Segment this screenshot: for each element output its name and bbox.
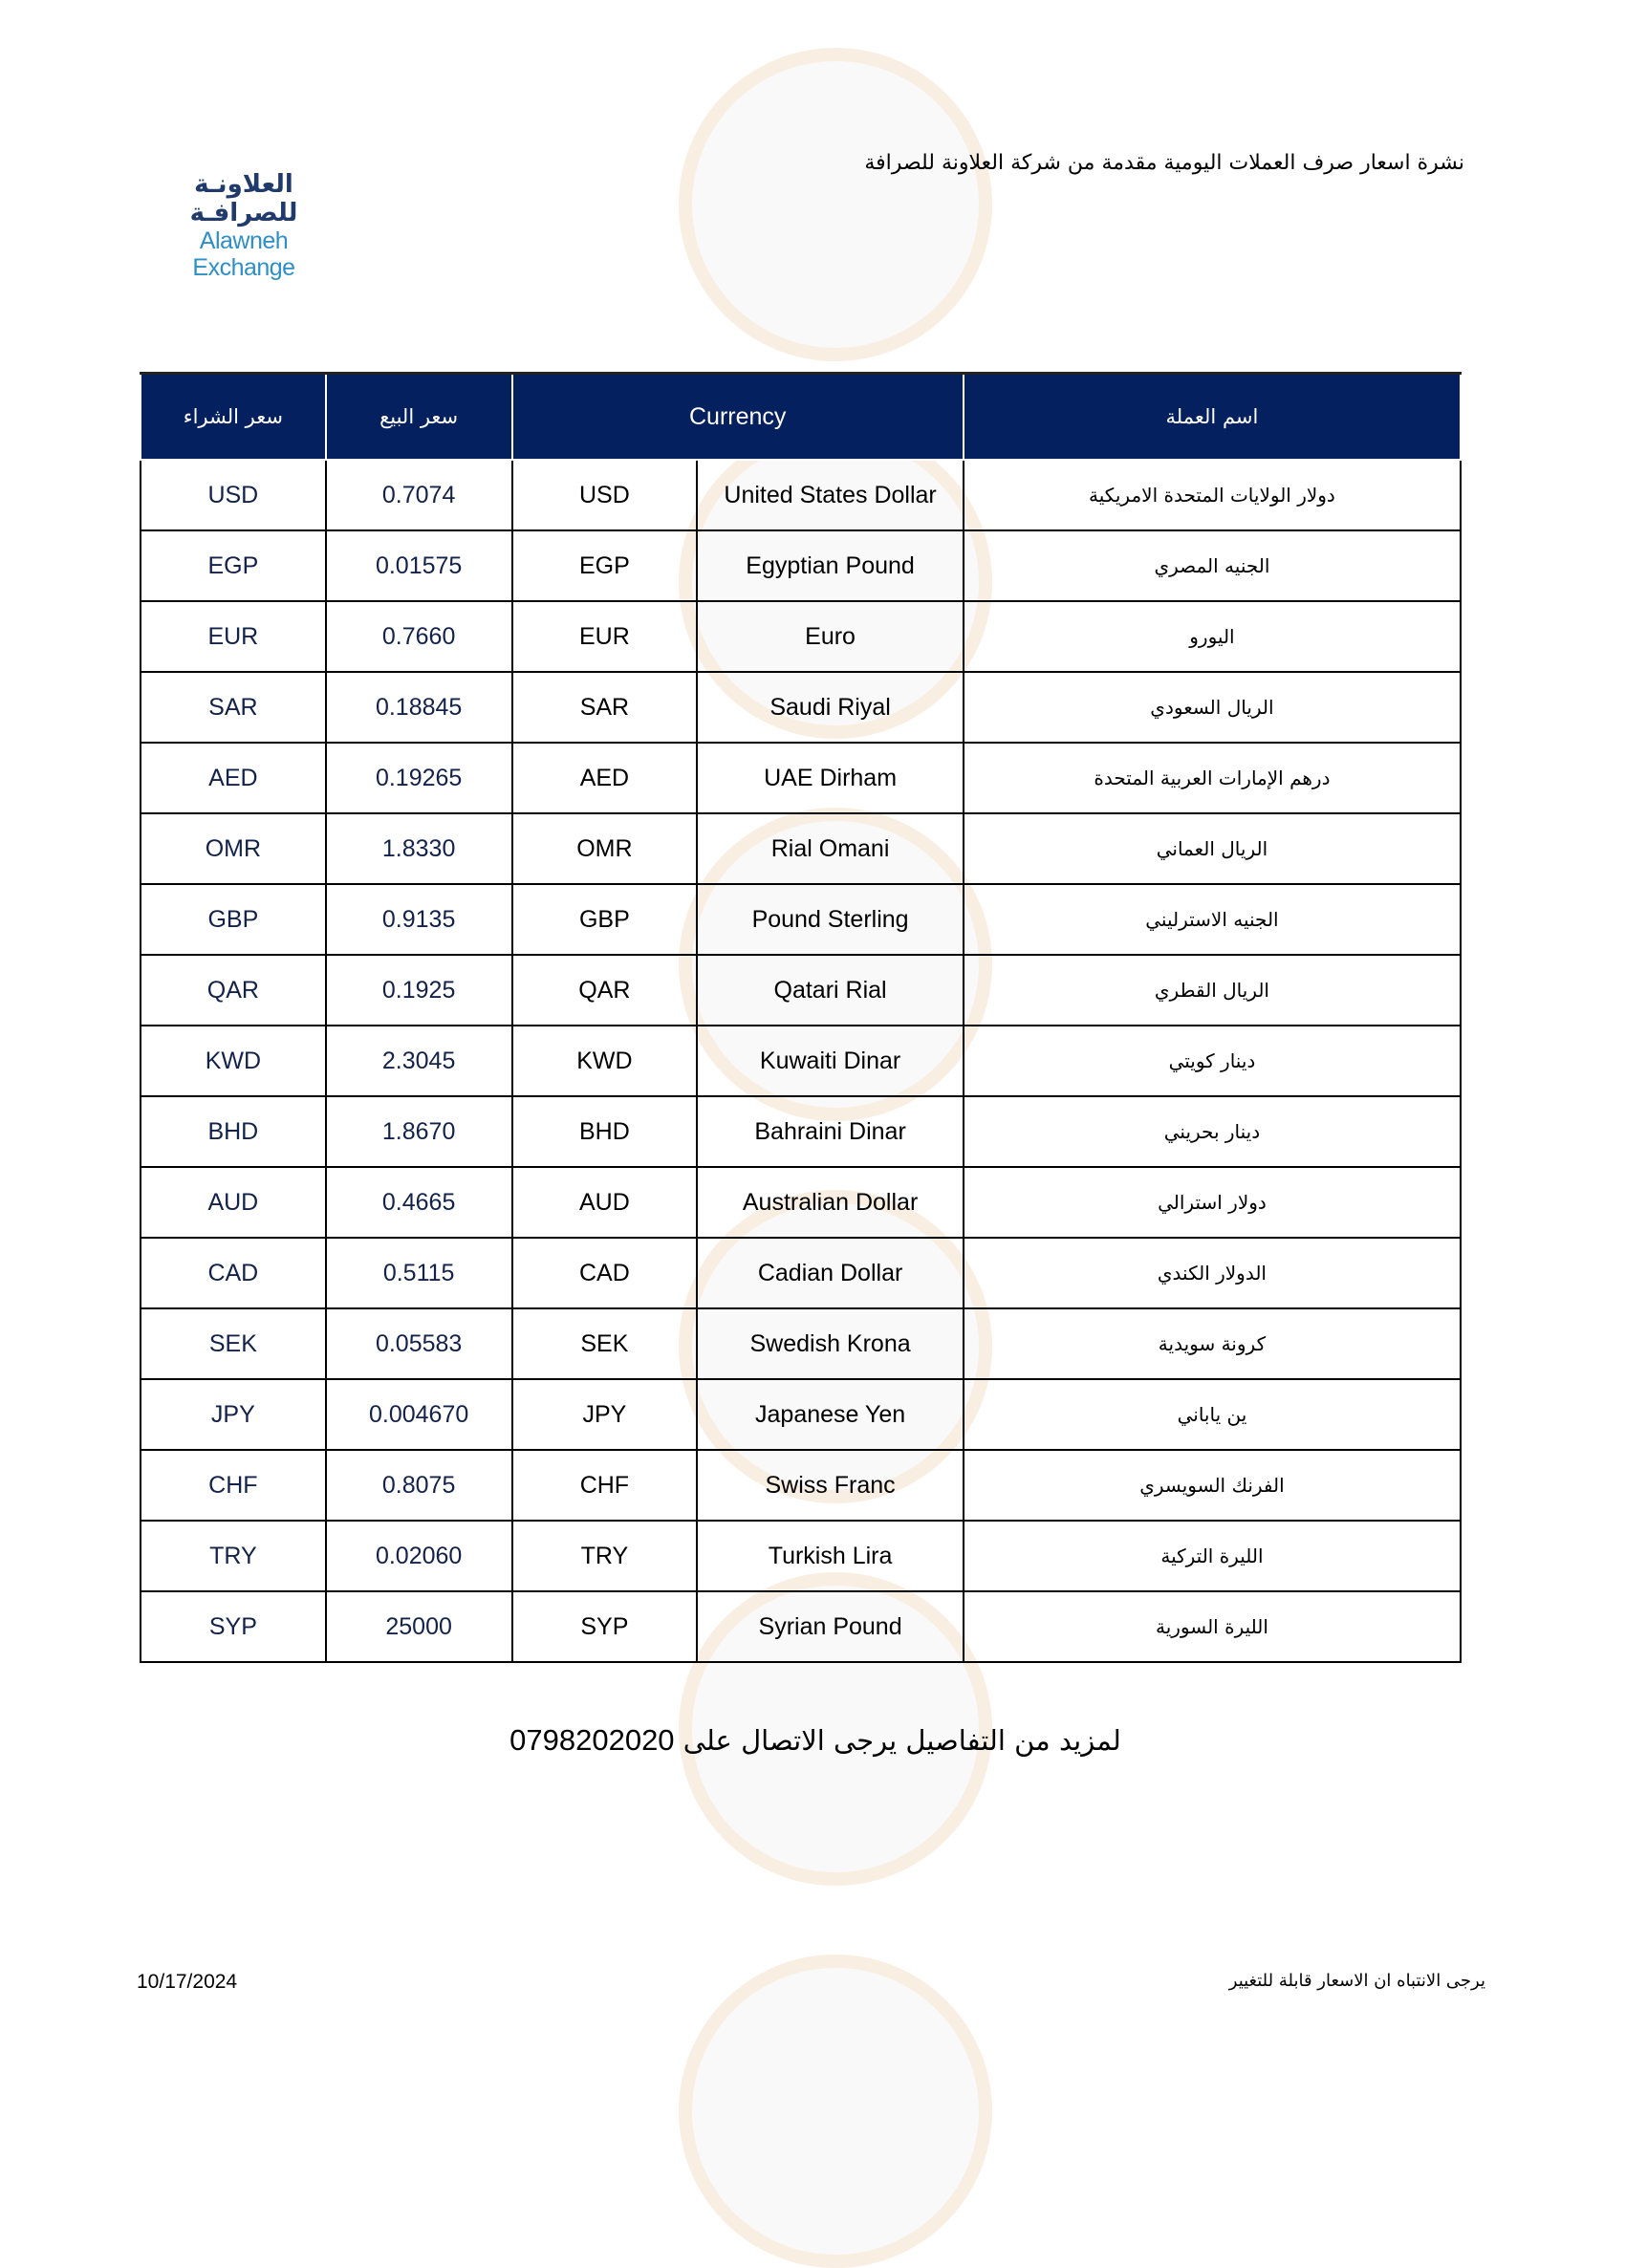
- currency-name-cell: Kuwaiti Dinar: [697, 1026, 964, 1096]
- arabic-name-cell: دولار استرالي: [964, 1167, 1461, 1238]
- table-row: [141, 1167, 1461, 1238]
- sell-rate-cell: 0.01575: [326, 530, 512, 601]
- table-row: [141, 672, 1461, 743]
- currency-name-cell: Pound Sterling: [697, 884, 964, 955]
- currency-code-cell: GBP: [512, 884, 698, 955]
- table-row: [141, 1308, 1461, 1379]
- table-row: [141, 1379, 1461, 1450]
- sell-rate-cell: 0.02060: [326, 1521, 512, 1591]
- buy-code-cell: CAD: [141, 1238, 326, 1308]
- currency-code-cell: SAR: [512, 672, 698, 743]
- currency-code-cell: BHD: [512, 1096, 698, 1167]
- currency-code-cell: TRY: [512, 1521, 698, 1591]
- currency-code-cell: JPY: [512, 1379, 698, 1450]
- sell-rate-cell: 0.1925: [326, 955, 512, 1026]
- buy-code-cell: SYP: [141, 1591, 326, 1662]
- table-row: [141, 813, 1461, 884]
- watermark-clock: [679, 48, 992, 361]
- currency-name-cell: Rial Omani: [697, 813, 964, 884]
- currency-code-cell: CAD: [512, 1238, 698, 1308]
- arabic-name-cell: الجنيه المصري: [964, 530, 1461, 601]
- arabic-name-cell: الجنيه الاسترليني: [964, 884, 1461, 955]
- currency-name-cell: Japanese Yen: [697, 1379, 964, 1450]
- currency-code-cell: QAR: [512, 955, 698, 1026]
- currency-code-cell: AUD: [512, 1167, 698, 1238]
- contact-text: لمزيد من التفاصيل يرجى الاتصال على: [682, 1724, 1121, 1757]
- sell-rate-cell: 1.8670: [326, 1096, 512, 1167]
- table-row: [141, 601, 1461, 672]
- currency-name-cell: Qatari Rial: [697, 955, 964, 1026]
- currency-name-cell: Cadian Dollar: [697, 1238, 964, 1308]
- currency-code-cell: SEK: [512, 1308, 698, 1379]
- currency-name-cell: UAE Dirham: [697, 743, 964, 813]
- arabic-name-cell: الليرة التركية: [964, 1521, 1461, 1591]
- header-sell: سعر البيع: [326, 374, 512, 461]
- buy-code-cell: USD: [141, 460, 326, 530]
- currency-name-cell: Saudi Riyal: [697, 672, 964, 743]
- header-currency: Currency: [512, 374, 964, 461]
- currency-name-cell: Swedish Krona: [697, 1308, 964, 1379]
- arabic-name-cell: الليرة السورية: [964, 1591, 1461, 1662]
- sell-rate-cell: 25000: [326, 1591, 512, 1662]
- arabic-name-cell: اليورو: [964, 601, 1461, 672]
- company-logo: [148, 170, 339, 281]
- sell-rate-cell: 0.004670: [326, 1379, 512, 1450]
- currency-name-cell: Swiss Franc: [697, 1450, 964, 1521]
- currency-code-cell: USD: [512, 460, 698, 530]
- currency-code-cell: AED: [512, 743, 698, 813]
- sell-rate-cell: 2.3045: [326, 1026, 512, 1096]
- sell-rate-cell: 0.9135: [326, 884, 512, 955]
- arabic-name-cell: الريال العماني: [964, 813, 1461, 884]
- currency-name-cell: Egyptian Pound: [697, 530, 964, 601]
- header-buy: سعر الشراء: [141, 374, 326, 461]
- currency-name-cell: United States Dollar: [697, 460, 964, 530]
- buy-code-cell: CHF: [141, 1450, 326, 1521]
- table-row: [141, 1591, 1461, 1662]
- buy-code-cell: SAR: [141, 672, 326, 743]
- watermark-clock: [679, 1955, 992, 2268]
- table-row: [141, 1096, 1461, 1167]
- table-header-row: [141, 374, 1461, 461]
- sell-rate-cell: 1.8330: [326, 813, 512, 884]
- buy-code-cell: AED: [141, 743, 326, 813]
- buy-code-cell: OMR: [141, 813, 326, 884]
- arabic-name-cell: الريال السعودي: [964, 672, 1461, 743]
- table-row: [141, 884, 1461, 955]
- buy-code-cell: KWD: [141, 1026, 326, 1096]
- sell-rate-cell: 0.7074: [326, 460, 512, 530]
- currency-code-cell: EUR: [512, 601, 698, 672]
- sell-rate-cell: 0.4665: [326, 1167, 512, 1238]
- arabic-name-cell: الدولار الكندي: [964, 1238, 1461, 1308]
- table-row: [141, 460, 1461, 530]
- buy-code-cell: JPY: [141, 1379, 326, 1450]
- arabic-name-cell: درهم الإمارات العربية المتحدة: [964, 743, 1461, 813]
- contact-line: [0, 1723, 1625, 1758]
- currency-code-cell: OMR: [512, 813, 698, 884]
- buy-code-cell: SEK: [141, 1308, 326, 1379]
- table-row: [141, 955, 1461, 1026]
- table-row: [141, 1521, 1461, 1591]
- page-title: نشرة اسعار صرف العملات اليومية مقدمة من شركة العلاونة للصرافة: [864, 151, 1464, 175]
- sell-rate-cell: 0.5115: [326, 1238, 512, 1308]
- sell-rate-cell: 0.19265: [326, 743, 512, 813]
- table-row: [141, 1026, 1461, 1096]
- buy-code-cell: BHD: [141, 1096, 326, 1167]
- header-arabic-name: اسم العملة: [964, 374, 1461, 461]
- sell-rate-cell: 0.18845: [326, 672, 512, 743]
- currency-name-cell: Australian Dollar: [697, 1167, 964, 1238]
- logo-arabic: العلاونـة للصرافـة: [189, 170, 298, 227]
- buy-code-cell: GBP: [141, 884, 326, 955]
- table-row: [141, 1450, 1461, 1521]
- buy-code-cell: TRY: [141, 1521, 326, 1591]
- buy-code-cell: EUR: [141, 601, 326, 672]
- arabic-name-cell: الريال القطري: [964, 955, 1461, 1026]
- currency-code-cell: CHF: [512, 1450, 698, 1521]
- contact-phone: 0798202020: [509, 1723, 675, 1757]
- buy-code-cell: EGP: [141, 530, 326, 601]
- footer-note: يرجى الانتباه ان الاسعار قابلة للتغيير: [1228, 1971, 1485, 1991]
- buy-code-cell: AUD: [141, 1167, 326, 1238]
- table-row: [141, 743, 1461, 813]
- arabic-name-cell: دينار كويتي: [964, 1026, 1461, 1096]
- buy-code-cell: QAR: [141, 955, 326, 1026]
- footer-date: 10/17/2024: [137, 1971, 238, 1993]
- table-row: [141, 530, 1461, 601]
- arabic-name-cell: ين ياباني: [964, 1379, 1461, 1450]
- exchange-rates-table: [140, 372, 1462, 1663]
- sell-rate-cell: 0.8075: [326, 1450, 512, 1521]
- arabic-name-cell: الفرنك السويسري: [964, 1450, 1461, 1521]
- arabic-name-cell: كرونة سويدية: [964, 1308, 1461, 1379]
- currency-name-cell: Syrian Pound: [697, 1591, 964, 1662]
- table-row: [141, 1238, 1461, 1308]
- currency-name-cell: Bahraini Dinar: [697, 1096, 964, 1167]
- currency-code-cell: EGP: [512, 530, 698, 601]
- arabic-name-cell: دولار الولايات المتحدة الامريكية: [964, 460, 1461, 530]
- currency-code-cell: KWD: [512, 1026, 698, 1096]
- sell-rate-cell: 0.7660: [326, 601, 512, 672]
- sell-rate-cell: 0.05583: [326, 1308, 512, 1379]
- arabic-name-cell: دينار بحريني: [964, 1096, 1461, 1167]
- logo-english: Alawneh Exchange: [192, 227, 295, 281]
- currency-name-cell: Turkish Lira: [697, 1521, 964, 1591]
- currency-code-cell: SYP: [512, 1591, 698, 1662]
- currency-name-cell: Euro: [697, 601, 964, 672]
